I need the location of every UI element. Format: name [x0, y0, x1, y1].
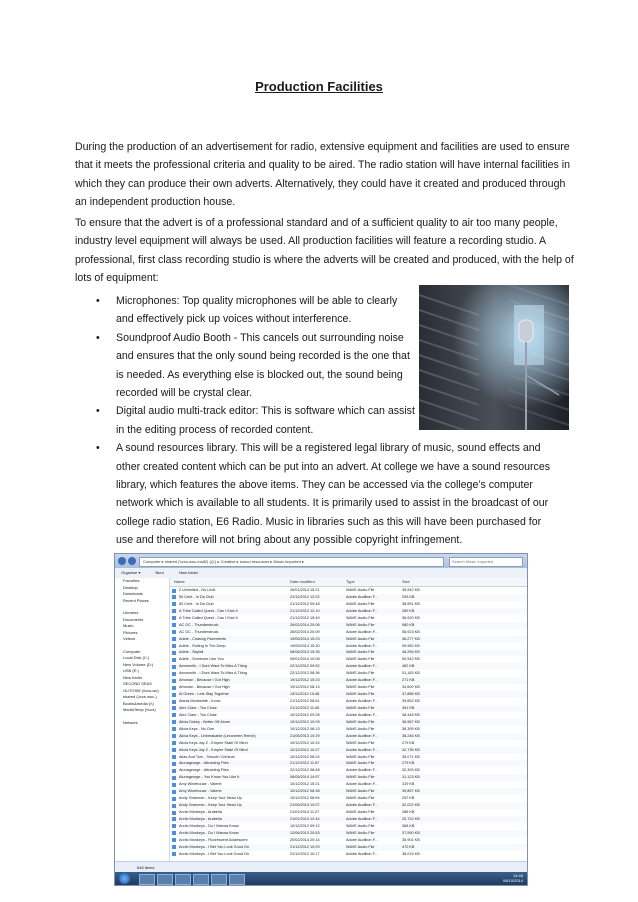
file-size: 51,183 KB [402, 671, 420, 676]
file-row [170, 601, 527, 608]
file-type: Adobe Audition F... [346, 816, 378, 821]
audio-file-icon [172, 679, 176, 683]
file-size: 46,256 KB [402, 650, 420, 655]
audio-file-icon [172, 804, 176, 808]
file-name: Alunageorge - You Know You Like It [179, 775, 240, 780]
nav-pane-item: GUTOSM (\\ccs-wc) [123, 687, 159, 693]
file-name: Alex Clare - Too Close [179, 712, 217, 717]
file-name: A Tribe Called Quest - Can I Kick It [179, 608, 238, 613]
organize-button: Organize ▾ [121, 570, 141, 575]
file-date: 19/12/2012 10:23 [290, 678, 320, 683]
file-date: 26/01/2013 15:21 [290, 588, 320, 592]
forward-icon [128, 557, 136, 565]
file-name: A Tribe Called Quest - Can I Kick It [179, 615, 238, 620]
file-type: WAVE Audio File [346, 601, 375, 606]
file-size: 35,901 KB [402, 837, 420, 842]
file-row [170, 781, 527, 788]
nav-pane-item: Downloads [123, 591, 143, 596]
file-row [170, 608, 527, 615]
equipment-list [96, 292, 562, 550]
file-name: Andy Grammer - Keep Your Head Up [179, 796, 242, 801]
file-date: 22/12/2012 08:48 [290, 768, 320, 773]
taskbar [115, 872, 527, 885]
file-row [170, 774, 527, 781]
file-date: 08/06/2013 15:35 [290, 650, 320, 655]
new-folder-button: New folder [179, 570, 199, 575]
file-date: 19/05/2014 15:23 [290, 636, 320, 641]
file-size: 39,982 KB [402, 643, 420, 648]
file-name: Afroman - Because I Got High [179, 678, 230, 683]
file-type: Adobe Audition F... [346, 851, 378, 856]
nav-pane-item: Pictures [123, 629, 138, 635]
audio-file-icon [172, 637, 176, 641]
list-item-text: Microphones: Top quality microphones will be able to clearly and effectively pick up voices without interference. [116, 295, 398, 326]
file-date: 26/02/2014 20:09 [290, 629, 320, 634]
file-row [170, 629, 527, 636]
file-type: WAVE Audio File [346, 761, 375, 766]
file-row [170, 823, 527, 830]
file-row [170, 760, 527, 767]
file-name: 50 Cent - In Da Club [179, 594, 214, 599]
back-icon [118, 557, 126, 565]
nav-pane-item: Favorites [123, 578, 140, 583]
file-size: 38,448 KB [402, 712, 420, 717]
file-name: Alanis Morissette - Ironic [179, 699, 221, 703]
audio-file-icon [172, 602, 176, 606]
list-item [96, 292, 416, 329]
file-type: WAVE Audio File [346, 796, 375, 801]
file-size: 32,022 KB [402, 803, 420, 808]
file-size: 38,951 KB [402, 601, 420, 606]
file-row [170, 747, 527, 754]
clock-time: 14:46 [512, 873, 523, 878]
address-bar-area [115, 554, 527, 568]
file-type: WAVE Audio File [346, 705, 375, 710]
file-date: 10/12/2012 09:28 [290, 712, 320, 717]
nav-pane-item: Libraries [123, 610, 139, 615]
bullet-icon: • [96, 442, 100, 455]
file-date: 21/12/2012 11:57 [290, 761, 320, 766]
file-name: Aerosmith - I Dont Want To Miss A Thing [179, 664, 247, 669]
file-type: WAVE Audio File [346, 657, 375, 662]
file-row [170, 670, 527, 677]
file-date: 21/12/2012 10:17 [290, 851, 320, 856]
file-size: 38,246 KB [402, 733, 420, 738]
file-name: Arctic Monkeys - Arabella [179, 816, 222, 821]
file-row [170, 677, 527, 684]
file-type: WAVE Audio File [346, 789, 375, 794]
file-type: WAVE Audio File [346, 754, 375, 759]
file-size: 319 KB [402, 782, 415, 787]
audio-file-icon [172, 651, 176, 655]
file-name: Alicia Keys - No One [179, 726, 215, 731]
file-type: Adobe Audition F... [346, 747, 378, 752]
file-type: Adobe Audition F... [346, 608, 378, 613]
column-headers [170, 578, 527, 587]
file-size: 36,920 KB [402, 615, 420, 620]
audio-file-icon [172, 589, 176, 593]
file-size: 482 KB [402, 664, 415, 669]
file-size: 50,942 KB [402, 657, 420, 662]
list-item-text: A sound resources library. This will be a registered legal library of music, sound effects and other created content which can be put into an advert. At college we have a sound resources library, which features the above items. They can be accessed via the college’s computer network which is available to all students. It is primarily used to assist in the broadcast of our college radio station, E6 Radio. Music in libraries such as this will have been purchased for use and therefore will not bring about any possible copyright infringement. [116, 442, 551, 547]
file-name: Arctic Monkeys - Do I Wanna Know [179, 823, 239, 828]
audio-file-icon [172, 706, 176, 710]
file-row [170, 851, 527, 858]
audio-file-icon [172, 824, 176, 828]
file-row [170, 740, 527, 747]
audio-file-icon [172, 797, 176, 801]
file-date: 09/01/2014 10:08 [290, 657, 320, 662]
audio-file-icon [172, 693, 176, 697]
file-date: 13/11/2012 10:48 [290, 692, 320, 697]
file-date: 10/12/2012 09:12 [290, 823, 320, 828]
file-size: 491 KB [402, 705, 415, 710]
file-name: Alicia Keys - Unbreakable (Leconmen Remix) [179, 733, 256, 738]
file-name: Afroman - Because I Got High [179, 685, 230, 690]
file-row [170, 656, 527, 663]
file-date: 21/12/2012 08:51 [290, 699, 320, 703]
audio-file-icon [172, 686, 176, 690]
file-type: WAVE Audio File [346, 719, 375, 724]
equipment-paragraph: To ensure that the advert is of a professional standard and of a sufficient quality to air too many people, industry level equipment will always be used. All production facilities will feature a recording studio. A professional, first class recording studio is where the adverts will be created and produced, with the help of lots of equipment: [75, 217, 574, 285]
file-type: WAVE Audio File [346, 830, 375, 835]
file-row [170, 636, 527, 643]
nav-pane-item: Computer [123, 648, 141, 654]
file-name: Adele - Chasing Pavements [179, 636, 227, 641]
file-type: Adobe Audition F... [346, 733, 378, 738]
file-size: 297 KB [402, 796, 415, 801]
file-row [170, 733, 527, 740]
audio-file-icon [172, 665, 176, 669]
file-date: 21/05/2013 10:29 [290, 733, 320, 738]
file-size: 39,652 KB [402, 699, 420, 703]
file-date: 10/12/2012 08:13 [290, 726, 320, 731]
page-title: Production Facilities [255, 79, 383, 94]
file-type: WAVE Audio File [346, 588, 375, 592]
list-item [96, 329, 416, 403]
file-type: Adobe Audition F... [346, 643, 378, 648]
file-type: WAVE Audio File [346, 775, 375, 780]
file-type: WAVE Audio File [346, 636, 375, 641]
file-row [170, 691, 527, 698]
audio-file-icon [172, 700, 176, 704]
nav-pane-item: Videos [123, 636, 136, 641]
taskbar-clock [503, 873, 523, 883]
file-explorer-screenshot [114, 553, 528, 886]
file-type: WAVE Audio File [346, 726, 375, 731]
bullet-icon: • [96, 405, 100, 418]
file-size: 35,071 KB [402, 754, 420, 759]
audio-file-icon [172, 609, 176, 613]
file-name: Adele - Someone Like You [179, 657, 224, 662]
file-size: 58,923 KB [402, 629, 420, 634]
audio-file-icon [172, 783, 176, 787]
file-date: 19/12/2012 08:13 [290, 685, 320, 690]
file-name: 50 Cent - In Da Club [179, 601, 214, 606]
file-name: Arctic Monkeys - Fluorescent Adolescent [179, 837, 248, 842]
file-type: Adobe Audition F... [346, 837, 378, 842]
column-date: Date modified [290, 579, 315, 584]
file-row [170, 684, 527, 691]
audio-file-icon [172, 644, 176, 648]
file-list [170, 587, 527, 861]
column-name: Name [174, 579, 185, 584]
file-size: 39,857 KB [402, 789, 420, 794]
column-size: Size [402, 579, 410, 584]
file-name: Andy Grammer - Keep Your Head Up [179, 803, 242, 808]
file-type: Adobe Audition F... [346, 678, 378, 683]
file-type: WAVE Audio File [346, 810, 375, 814]
file-type: Adobe Audition F... [346, 782, 378, 787]
file-row [170, 663, 527, 670]
file-size: 279 KB [402, 761, 415, 766]
file-type: WAVE Audio File [346, 740, 375, 745]
taskbar-app-icon [139, 874, 155, 885]
file-date: 10/12/2012 08:24 [290, 754, 320, 759]
audio-file-icon [172, 776, 176, 780]
file-type: WAVE Audio File [346, 823, 375, 828]
file-date: 20/02/2014 20:14 [290, 837, 320, 842]
audio-file-icon [172, 658, 176, 662]
file-date: 21/12/2012 12:10 [290, 608, 320, 613]
file-date: 21/05/2013 10:07 [290, 803, 320, 808]
file-date: 10/12/2012 08:38 [290, 789, 320, 794]
nav-pane-item: USB (E:) [123, 668, 139, 673]
file-row [170, 594, 527, 601]
search-input: Search Music Imported [449, 557, 523, 567]
clock-date: 06/10/2014 [502, 878, 523, 883]
file-size: 32,393 KB [402, 768, 420, 773]
file-type: WAVE Audio File [346, 622, 375, 627]
taskbar-app-icon [211, 874, 227, 885]
file-row [170, 754, 527, 761]
file-date: 22/12/2012 09:52 [290, 664, 320, 669]
file-row [170, 705, 527, 712]
file-date: 12/06/2013 20:53 [290, 830, 320, 835]
file-row [170, 719, 527, 726]
file-date: 21/12/2012 09:48 [290, 601, 320, 606]
file-size: 36,987 KB [402, 719, 420, 724]
file-name: Alias And Tom - Smooth Criminal [179, 754, 235, 759]
file-size: 36,277 KB [402, 636, 420, 641]
audio-file-icon [172, 623, 176, 627]
file-row [170, 712, 527, 719]
file-date: 21/12/2012 15:49 [290, 615, 320, 620]
file-date: 26/02/2014 20:06 [290, 622, 320, 627]
file-row [170, 830, 527, 837]
file-date: 10/12/2012 10:27 [290, 747, 320, 752]
nav-pane-item: Music [123, 623, 134, 628]
file-date: 10/12/2012 10:09 [290, 719, 320, 724]
file-size: 293 KB [402, 594, 415, 599]
file-date: 21/12/2012 11:46 [290, 705, 320, 710]
file-name: Aerosmith - I Dont Want To Miss A Thing [179, 671, 247, 676]
audio-file-icon [172, 672, 176, 676]
audio-file-icon [172, 630, 176, 634]
file-date: 10/12/2012 08:54 [290, 796, 320, 801]
file-type: Adobe Audition F... [346, 768, 378, 773]
file-size: 470 KB [402, 844, 415, 849]
audio-file-icon [172, 838, 176, 842]
file-name: Arctic Monkeys - Do I Wanna Know [179, 830, 239, 835]
audio-file-icon [172, 755, 176, 759]
file-name: 2 Unlimited - No Limit [179, 588, 216, 592]
list-item-text: Soundproof Audio Booth - This cancels out surrounding noise and ensures that the only sound being recorded is the one that is needed. As everything else is blocked out, the sound being recorded will be crystal clear. [116, 331, 410, 400]
file-size: 37,886 KB [402, 692, 420, 697]
file-name: AC DC - Thunderstruck [179, 622, 219, 627]
file-size: 34,600 KB [402, 685, 420, 690]
file-type: Adobe Audition F... [346, 664, 378, 669]
audio-file-icon [172, 817, 176, 821]
audio-file-icon [172, 762, 176, 766]
audio-file-icon [172, 727, 176, 731]
file-type: WAVE Audio File [346, 615, 375, 620]
file-type: WAVE Audio File [346, 844, 375, 849]
taskbar-app-icon [193, 874, 209, 885]
file-name: Alicia Keys Jay Z - Empire State Of Mind [179, 740, 248, 745]
taskbar-app-icon [157, 874, 173, 885]
file-size: 289 KB [402, 608, 415, 613]
audio-file-icon [172, 734, 176, 738]
audio-file-icon [172, 769, 176, 773]
file-size: 42,735 KB [402, 747, 420, 752]
file-name: Alicia Keys Jay Z - Empire State Of Mind [179, 747, 248, 752]
file-name: Adele - Skyfall [179, 650, 204, 655]
file-name: Alex Clare - Too Close [179, 705, 217, 710]
file-type: Adobe Audition F... [346, 699, 378, 703]
file-row [170, 844, 527, 851]
file-row [170, 622, 527, 629]
file-row [170, 809, 527, 816]
column-type: Type [346, 579, 355, 584]
file-row [170, 816, 527, 823]
file-size: 271 KB [402, 678, 415, 683]
file-row [170, 726, 527, 733]
file-name: Al Green - Lets Stay Together [179, 692, 229, 697]
file-date: 10/12/2012 10:24 [290, 740, 320, 745]
file-size: 35,942 KB [402, 588, 420, 592]
file-name: Alicia Dokey - Better Off Alone [179, 719, 231, 724]
file-type: Adobe Audition F... [346, 712, 378, 717]
audio-file-icon [172, 831, 176, 835]
file-name: Arctic Monkeys - I Bet You Look Good On [179, 851, 250, 856]
file-row [170, 795, 527, 802]
file-size: 38,015 KB [402, 851, 420, 856]
intro-paragraph: During the production of an advertisement for radio, extensive equipment and facilities are used to ensure that it meets the professional criteria and quality to be aired. The radio station will have internal facilities in which they can produce their own adverts. Alternatively, they could have it created and produced through an independent production house. [75, 141, 571, 209]
file-name: Arctic Monkeys - I Bet You Look Good On [179, 844, 250, 849]
file-date: 08/05/2014 14:57 [290, 775, 320, 780]
nav-pane-item: New Volume (D:) [123, 661, 154, 667]
file-date: 21/12/2012 10:29 [290, 844, 320, 849]
audio-file-icon [172, 616, 176, 620]
file-size: 37,590 KB [402, 830, 420, 835]
file-row [170, 698, 527, 705]
audio-file-icon [172, 720, 176, 724]
file-date: 19/05/2014 15:30 [290, 643, 320, 648]
list-item-text: Digital audio multi-track editor: This is software which can assist in the editing process of recorded content. [116, 405, 415, 436]
audio-file-icon [172, 852, 176, 856]
nav-pane-item: shared (\\ccs-wsc-) [123, 694, 157, 699]
audio-file-icon [172, 713, 176, 717]
file-type: WAVE Audio File [346, 671, 375, 676]
audio-file-icon [172, 595, 176, 599]
file-size: 368 KB [402, 823, 415, 828]
file-date: 21/01/2013 11:27 [290, 810, 320, 814]
file-size: 980 KB [402, 622, 415, 627]
file-date: 21/01/2013 12:44 [290, 816, 320, 821]
bullet-icon: • [96, 331, 100, 344]
item-count: 646 items [137, 865, 155, 870]
file-size: 36,395 KB [402, 726, 420, 731]
list-item [96, 439, 561, 549]
file-size: 31,123 KB [402, 775, 420, 780]
start-icon [119, 873, 130, 884]
file-row [170, 615, 527, 622]
file-size: 279 KB [402, 740, 415, 745]
file-name: Alunageorge - Attracting Flies [179, 768, 229, 773]
taskbar-app-icon [229, 874, 245, 885]
bullet-icon: • [96, 295, 100, 307]
navigation-pane [115, 578, 170, 861]
file-name: Arctic Monkeys - Arabella [179, 810, 222, 814]
file-row [170, 837, 527, 844]
file-size: 25,722 KB [402, 816, 420, 821]
file-type: Adobe Audition F... [346, 803, 378, 808]
file-row [170, 649, 527, 656]
file-row [170, 587, 527, 594]
nav-pane-item: MediaTemp (\\ccs) [123, 707, 156, 712]
file-name: Amy Winehouse - Valerie [179, 782, 222, 787]
file-date: 22/12/2012 08:36 [290, 671, 320, 676]
audio-file-icon [172, 741, 176, 745]
address-bar: Computer ▸ shared (\\ccs-wsc-ms82) (Q:) ▸ Creative ▸ sound resources ▸ Music Imported ▸ [139, 557, 444, 567]
nav-pane-item: Network [123, 719, 138, 725]
file-row [170, 767, 527, 774]
taskbar-app-icon [175, 874, 191, 885]
file-row [170, 788, 527, 795]
file-name: Amy Winehouse - Valerie [179, 789, 222, 794]
audio-file-icon [172, 748, 176, 752]
file-type: WAVE Audio File [346, 650, 375, 655]
list-item [96, 402, 416, 439]
burn-button: Burn [155, 570, 164, 575]
file-type: WAVE Audio File [346, 692, 375, 697]
file-name: Alunageorge - Attracting Flies [179, 761, 229, 766]
file-name: AC DC - Thunderstruck [179, 629, 219, 634]
file-type: Adobe Audition F... [346, 629, 378, 634]
audio-file-icon [172, 845, 176, 849]
nav-pane-item: SECOND SEAS [123, 681, 152, 686]
file-date: 21/12/2012 12:22 [290, 594, 320, 599]
nav-pane-item: Local Disk (C:) [123, 655, 150, 660]
nav-pane-item: Documents [123, 616, 144, 622]
file-row [170, 802, 527, 809]
nav-pane-item: Books&media (\\) [123, 700, 154, 706]
file-type: WAVE Audio File [346, 685, 375, 690]
file-date: 10/12/2012 15:21 [290, 782, 320, 787]
file-row [170, 643, 527, 650]
nav-pane-item: Recent Places [123, 597, 149, 603]
nav-pane-item: Desktop [123, 584, 138, 590]
audio-file-icon [172, 811, 176, 815]
audio-file-icon [172, 790, 176, 794]
file-size: 288 KB [402, 810, 415, 814]
file-name: Adele - Rolling In The Deep [179, 643, 226, 648]
file-type: Adobe Audition F... [346, 594, 378, 599]
nav-pane-item: New folder [123, 674, 143, 680]
